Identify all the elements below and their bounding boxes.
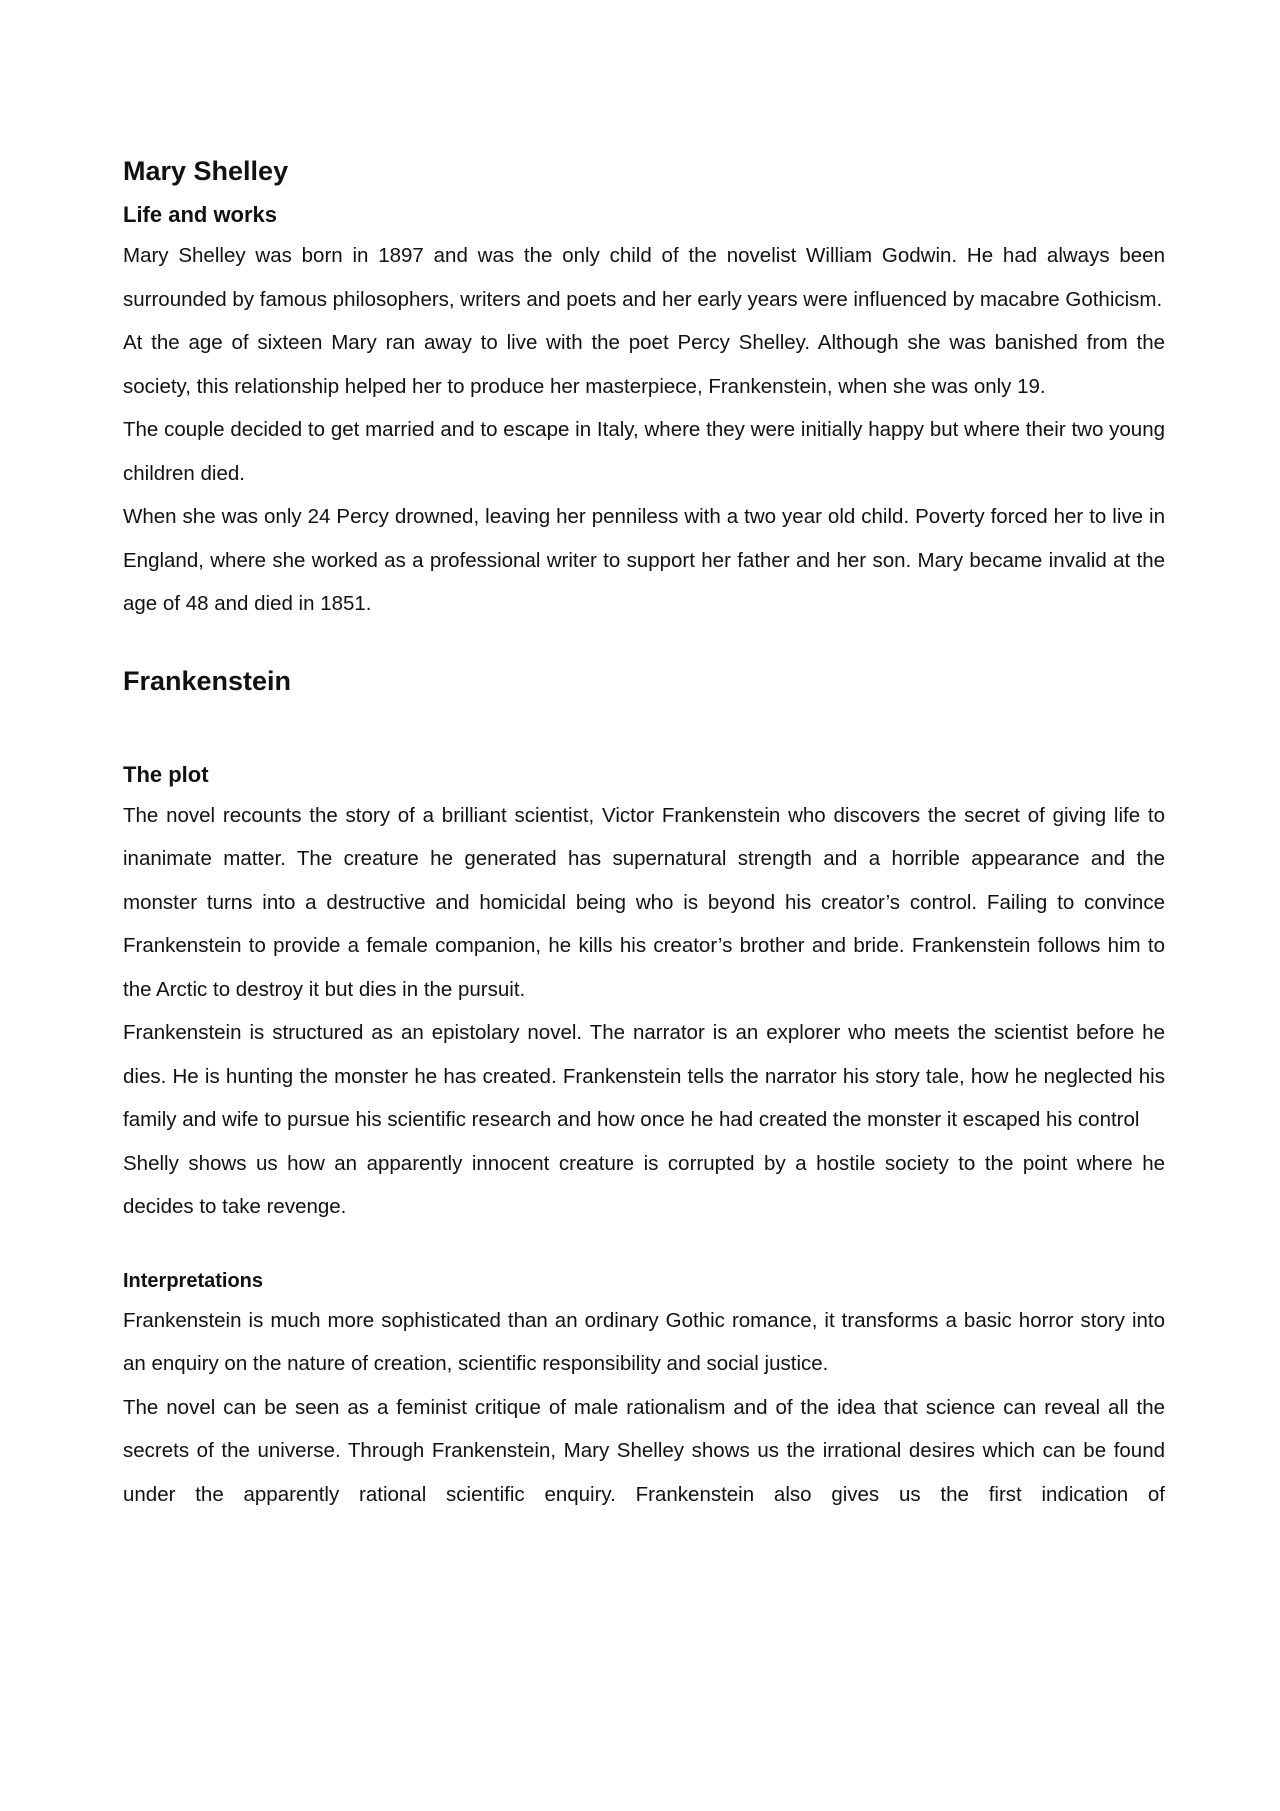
paragraph: Shelly shows us how an apparently innocent creature is corrupted by a hostile society to the point where he decides to take revenge. (123, 1151, 1165, 1218)
subheading-life-and-works: Life and works (123, 202, 278, 227)
subheading-interpretations: Interpretations (123, 1269, 264, 1292)
document-page (123, 150, 1165, 1516)
paragraph: The novel can be seen as a feminist critique of male rationalism and of the idea that science can reveal all the secrets of the universe. Through Frankenstein, Mary Shelley shows us the irrational desires which can be found under the apparently rational scientific enquiry. Frankenstein also gives us the first indication of (123, 1395, 1165, 1506)
paragraph: The novel recounts the story of a brilliant scientist, Victor Frankenstein who discovers the secret of giving life to inanimate matter. The creature he generated has supernatural strength and a horrible appearance and the monster turns into a destructive and homicidal being who is beyond his creator’s control. Failing to convince Frankenstein to provide a female companion, he kills his creator’s brother and bride. Frankenstein follows him to the Arctic to destroy it but dies in the pursuit. (123, 803, 1165, 1001)
paragraph: At the age of sixteen Mary ran away to live with the poet Percy Shelley. Although she was banished from the society, this relationship helped her to produce her masterpiece, Frankenstein, when she was only 19. (123, 331, 1165, 398)
paragraph: When she was only 24 Percy drowned, leaving her penniless with a two year old child. Poverty forced her to live in England, where she worked as a professional writer to support her father and her son. Mary became invalid at the age of 48 and died in 1851. (123, 505, 1165, 615)
paragraph: Frankenstein is structured as an epistolary novel. The narrator is an explorer who meets the scientist before he dies. He is hunting the monster he has created. Frankenstein tells the narrator his story tale, how he neglected his family and wife to pursue his scientific research and how once he had created the monster it escaped his control (123, 1021, 1165, 1131)
paragraph: Mary Shelley was born in 1897 and was the only child of the novelist William Godwin. He had always been surrounded by famous philosophers, writers and poets and her early years were influenced by macabre Gothicism. (123, 244, 1165, 311)
subheading-the-plot: The plot (123, 761, 209, 787)
paragraph: The couple decided to get married and to escape in Italy, where they were initially happy but where their two young children died. (123, 418, 1165, 485)
paragraph: Frankenstein is much more sophisticated than an ordinary Gothic romance, it transforms a basic horror story into an enquiry on the nature of creation, scientific responsibility and social justice. (123, 1308, 1165, 1375)
section-title-mary-shelley: Mary Shelley (123, 156, 289, 186)
section-title-frankenstein: Frankenstein (123, 665, 292, 696)
